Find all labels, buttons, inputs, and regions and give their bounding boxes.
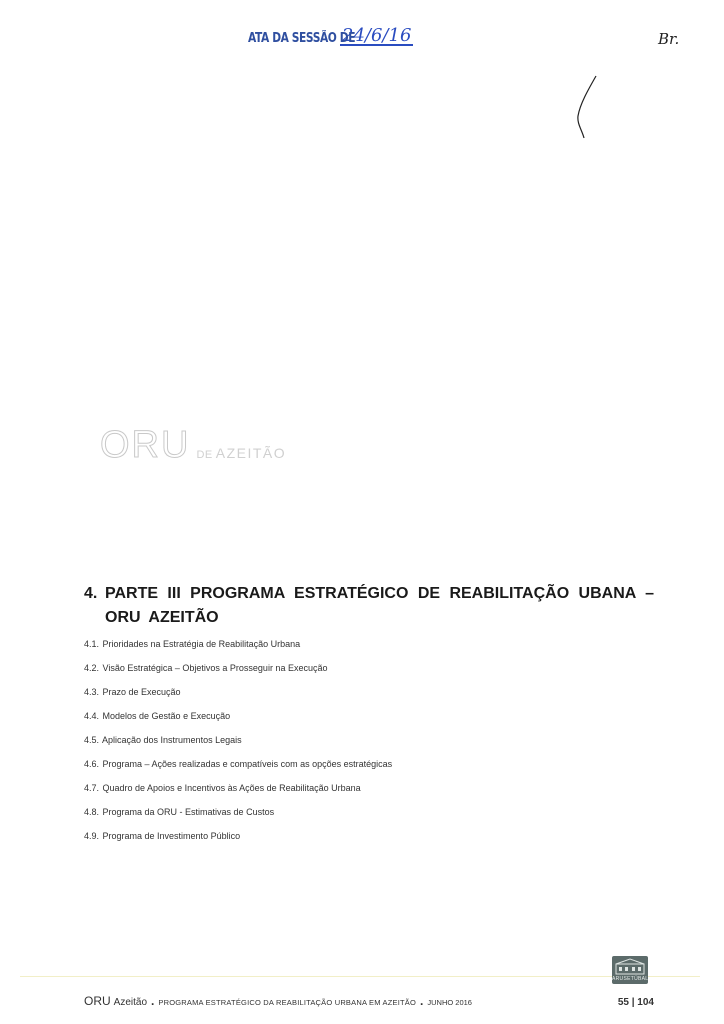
section-number: 4. xyxy=(84,585,98,602)
stamp-handwritten-date: 24/6/16 xyxy=(342,25,412,46)
toc-item-number: 4.8. xyxy=(84,807,100,817)
toc-item-text: Prazo de Execução xyxy=(102,687,181,697)
toc-item-text: Modelos de Gestão e Execução xyxy=(102,711,231,721)
toc-item-number: 4.3. xyxy=(84,687,100,697)
toc-item-text: Programa de Investimento Público xyxy=(102,831,241,841)
page-footer xyxy=(84,994,654,1008)
footer-separator: . xyxy=(420,994,424,1008)
toc-item-number: 4.5. xyxy=(84,735,100,745)
toc-item-number: 4.2. xyxy=(84,663,100,673)
toc-item xyxy=(84,734,392,758)
toc-item-number: 4.6. xyxy=(84,759,100,769)
pen-mark-icon xyxy=(570,72,600,142)
toc-item-text: Programa – Ações realizadas e compatíveis com as opções estratégicas xyxy=(102,759,393,769)
logo-oru: ORU xyxy=(100,424,191,466)
building-icon xyxy=(612,956,648,978)
footer-azeitao: Azeitão xyxy=(113,997,148,1008)
toc-item xyxy=(84,710,392,734)
badge-label: ARUSETÚBAL xyxy=(612,976,648,982)
toc-item-number: 4.1. xyxy=(84,639,100,649)
footer-oru: ORU xyxy=(84,994,111,1008)
toc-item xyxy=(84,782,392,806)
toc-item-text: Aplicação dos Instrumentos Legais xyxy=(102,735,242,745)
session-stamp xyxy=(248,25,413,46)
toc-item xyxy=(84,758,392,782)
arusetubal-badge-logo xyxy=(612,956,648,984)
toc-item xyxy=(84,806,392,830)
handwritten-initials: Br. xyxy=(658,30,680,48)
toc-item-text: Prioridades na Estratégia de Reabilitação Urbana xyxy=(102,639,301,649)
toc-item xyxy=(84,830,392,854)
table-of-contents xyxy=(84,638,392,854)
toc-item-number: 4.7. xyxy=(84,783,100,793)
footer-separator: . xyxy=(151,994,155,1008)
logo-place: AZEITÃO xyxy=(215,445,287,461)
toc-item-number: 4.4. xyxy=(84,711,100,721)
toc-item xyxy=(84,686,392,710)
stamp-label: ATA DA SESSÃO DE xyxy=(248,31,356,46)
section-heading xyxy=(84,582,654,630)
toc-item-text: Visão Estratégica – Objetivos a Prosseguir na Execução xyxy=(102,663,328,673)
footer-divider xyxy=(20,976,700,977)
footer-document-title: PROGRAMA ESTRATÉGICO DA REABILITAÇÃO URBANA EM AZEITÃO xyxy=(158,998,417,1007)
oru-azeitao-logo xyxy=(100,426,286,464)
toc-item xyxy=(84,638,392,662)
section-title: PARTE III PROGRAMA ESTRATÉGICO DE REABILITAÇÃO UBANA – ORU AZEITÃO xyxy=(105,585,654,626)
logo-de: DE xyxy=(196,449,213,461)
page-number: 55 | 104 xyxy=(617,997,654,1008)
footer-date: JUNHO 2016 xyxy=(427,998,472,1007)
logo-subtitle xyxy=(196,445,286,461)
toc-item-number: 4.9. xyxy=(84,831,100,841)
toc-item-text: Programa da ORU - Estimativas de Custos xyxy=(102,807,275,817)
toc-item-text: Quadro de Apoios e Incentivos às Ações de Reabilitação Urbana xyxy=(102,783,361,793)
toc-item xyxy=(84,662,392,686)
